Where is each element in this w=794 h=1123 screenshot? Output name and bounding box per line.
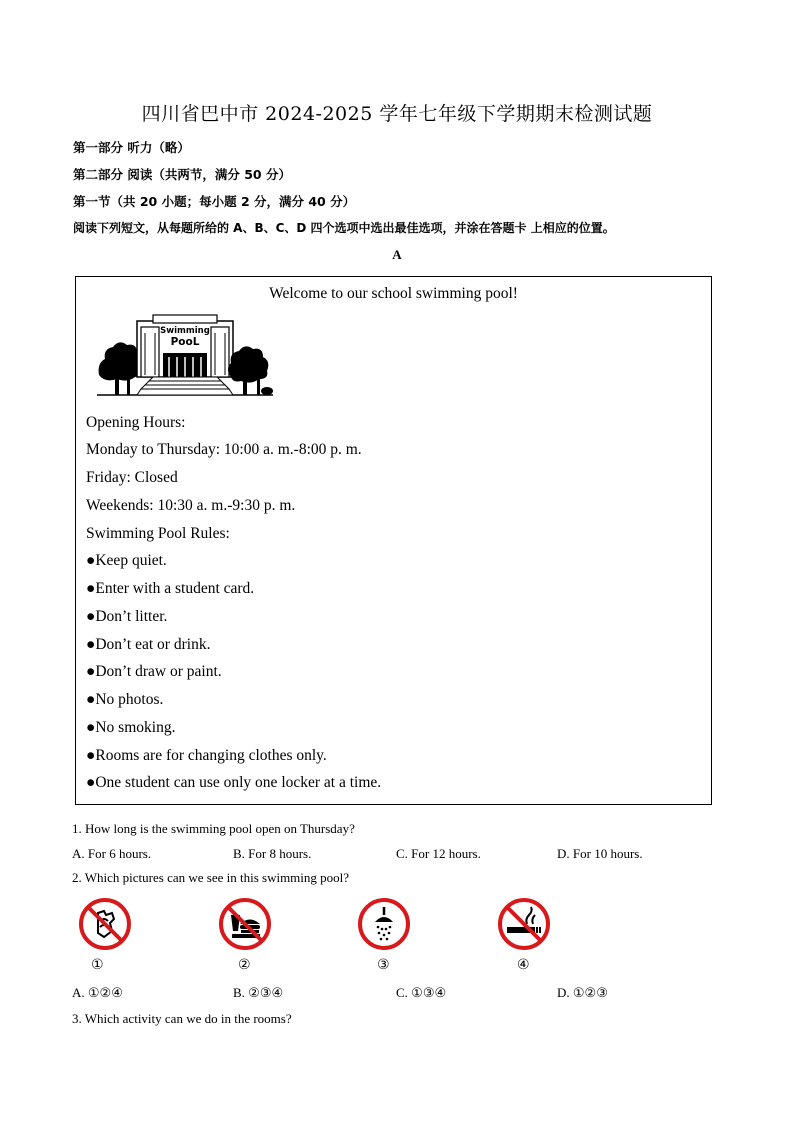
question-3-text: 3. Which activity can we do in the rooms? <box>72 1011 292 1026</box>
rule-item: ●No photos. <box>86 691 164 708</box>
section-one-heading: 第一节（共 20 小题；每小题 2 分，满分 40 分） <box>73 194 356 209</box>
notice-line: Friday: Closed <box>86 469 178 486</box>
notice-box <box>75 276 712 805</box>
rule-item: ●Don’t draw or paint. <box>86 663 222 680</box>
question-1-text: 1. How long is the swimming pool open on Thursday? <box>72 821 355 836</box>
question-2-option-a[interactable]: A. ①②④ <box>72 985 123 1000</box>
notice-title: Welcome to our school swimming pool! <box>269 285 518 302</box>
rule-item: ●Don’t litter. <box>86 608 168 625</box>
rule-item: ●Rooms are for changing clothes only. <box>86 747 327 764</box>
rule-item: ●Enter with a student card. <box>86 580 255 597</box>
notice-line: Opening Hours: <box>86 414 186 431</box>
rule-item: ●Keep quiet. <box>86 552 167 569</box>
no-food-drink-icon <box>218 897 272 951</box>
question-2-option-d[interactable]: D. ①②③ <box>557 985 608 1000</box>
swimming-pool-building-illustration <box>97 313 273 397</box>
rule-item: ●Don’t eat or drink. <box>86 636 211 653</box>
question-2-option-b[interactable]: B. ②③④ <box>233 985 284 1000</box>
part-one-heading: 第一部分 听力（略） <box>73 140 190 155</box>
no-touch-icon <box>78 897 132 951</box>
rule-item: ●One student can use only one locker at a time. <box>86 774 382 791</box>
question-2-option-c[interactable]: C. ①③④ <box>396 985 447 1000</box>
question-1-option-c[interactable]: C. For 12 hours. <box>396 846 481 861</box>
notice-line: Monday to Thursday: 10:00 a. m.-8:00 p. m. <box>86 441 362 458</box>
question-1-option-a[interactable]: A. For 6 hours. <box>72 846 152 861</box>
part-two-heading: 第二部分 阅读（共两节，满分 50 分） <box>73 167 291 182</box>
page-title: 四川省巴中市 2024-2025 学年七年级下学期期末检测试题 <box>141 103 653 125</box>
sign-label-4: ④ <box>517 957 530 973</box>
question-1-option-d[interactable]: D. For 10 hours. <box>557 846 643 861</box>
no-smoking-icon <box>497 897 551 951</box>
notice-line: Swimming Pool Rules: <box>86 525 230 542</box>
shower-icon <box>357 897 411 951</box>
rule-item: ●No smoking. <box>86 719 176 736</box>
pool-sign-line2: PooL <box>170 336 200 348</box>
reading-instruction: 阅读下列短文，从每题所给的 A、B、C、D 四个选项中选出最佳选项，并涂在答题卡 上相应的位置。 <box>73 221 615 235</box>
question-1-option-b[interactable]: B. For 8 hours. <box>233 846 312 861</box>
notice-line: Weekends: 10:30 a. m.-9:30 p. m. <box>86 497 296 514</box>
sign-label-2: ② <box>238 957 251 973</box>
passage-letter: A <box>392 247 402 262</box>
pool-sign-line1: Swimming <box>160 326 210 336</box>
sign-label-1: ① <box>91 957 104 973</box>
sign-label-3: ③ <box>377 957 390 973</box>
question-2-text: 2. Which pictures can we see in this swimming pool? <box>72 870 350 885</box>
